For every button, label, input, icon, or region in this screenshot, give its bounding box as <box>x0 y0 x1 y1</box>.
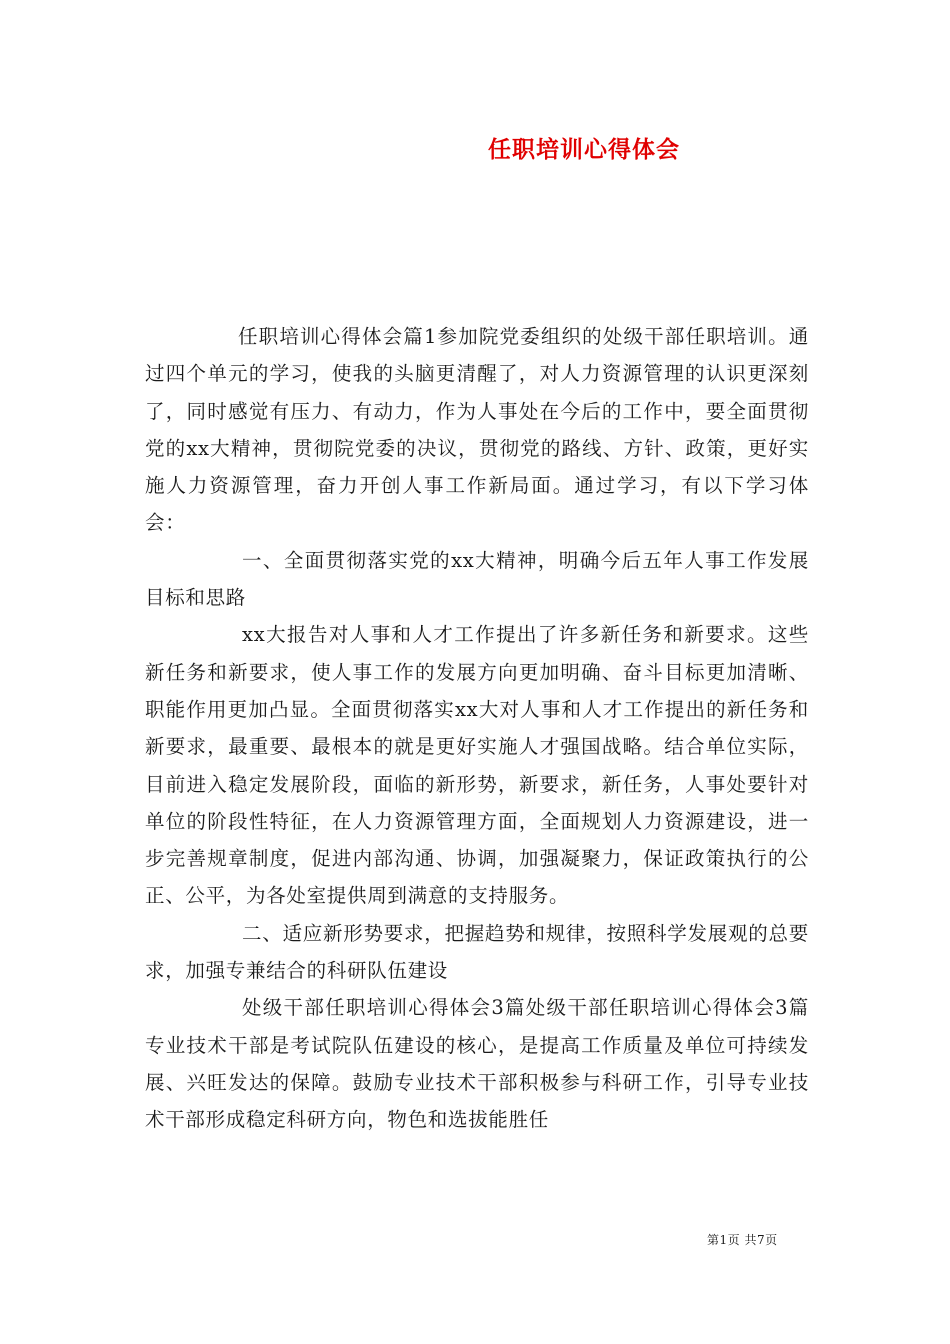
document-title: 任职培训心得体会 <box>488 136 680 163</box>
document-body <box>145 318 809 1139</box>
paragraph-intro: 任职培训心得体会篇1参加院党委组织的处级干部任职培训。通过四个单元的学习，使我的头脑更清醒了，对人力资源管理的认识更深刻了，同时感觉有压力、有动力，作为人事处在今后的工作中，要全面贯彻党的xx大精神，贯彻院党委的决议，贯彻党的路线、方针、政策，更好实施人力资源管理，奋力开创人事工作新局面。通过学习，有以下学习体会： <box>145 325 809 535</box>
paragraph-section-1: xx大报告对人事和人才工作提出了许多新任务和新要求。这些新任务和新要求，使人事工作的发展方向更加明确、奋斗目标更加清晰、职能作用更加凸显。全面贯彻落实xx大对人事和人才工作提出的新任务和新要求，最重要、最根本的就是更好实施人才强国战略。结合单位实际，目前进入稳定发展阶段，面临的新形势，新要求，新任务，人事处要针对单位的阶段性特征，在人力资源管理方面，全面规划人力资源建设，进一步完善规章制度，促进内部沟通、协调，加强凝聚力，保证政策执行的公正、公平，为各处室提供周到满意的支持服务。 <box>145 623 809 908</box>
page-number: 第1页 共7页 <box>707 1233 778 1247</box>
paragraph-section-2: 处级干部任职培训心得体会3篇处级干部任职培训心得体会3篇专业技术干部是考试院队伍建设的核心，是提高工作质量及单位可持续发展、兴旺发达的保障。鼓励专业技术干部积极参与科研工作，引导专业技术干部形成稳定科研方向，物色和选拔能胜任 <box>145 996 809 1132</box>
section-heading-2: 二、适应新形势要求，把握趋势和规律，按照科学发展观的总要求，加强专兼结合的科研队伍建设 <box>145 921 809 983</box>
section-heading-1: 一、全面贯彻落实党的xx大精神，明确今后五年人事工作发展目标和思路 <box>145 548 809 610</box>
